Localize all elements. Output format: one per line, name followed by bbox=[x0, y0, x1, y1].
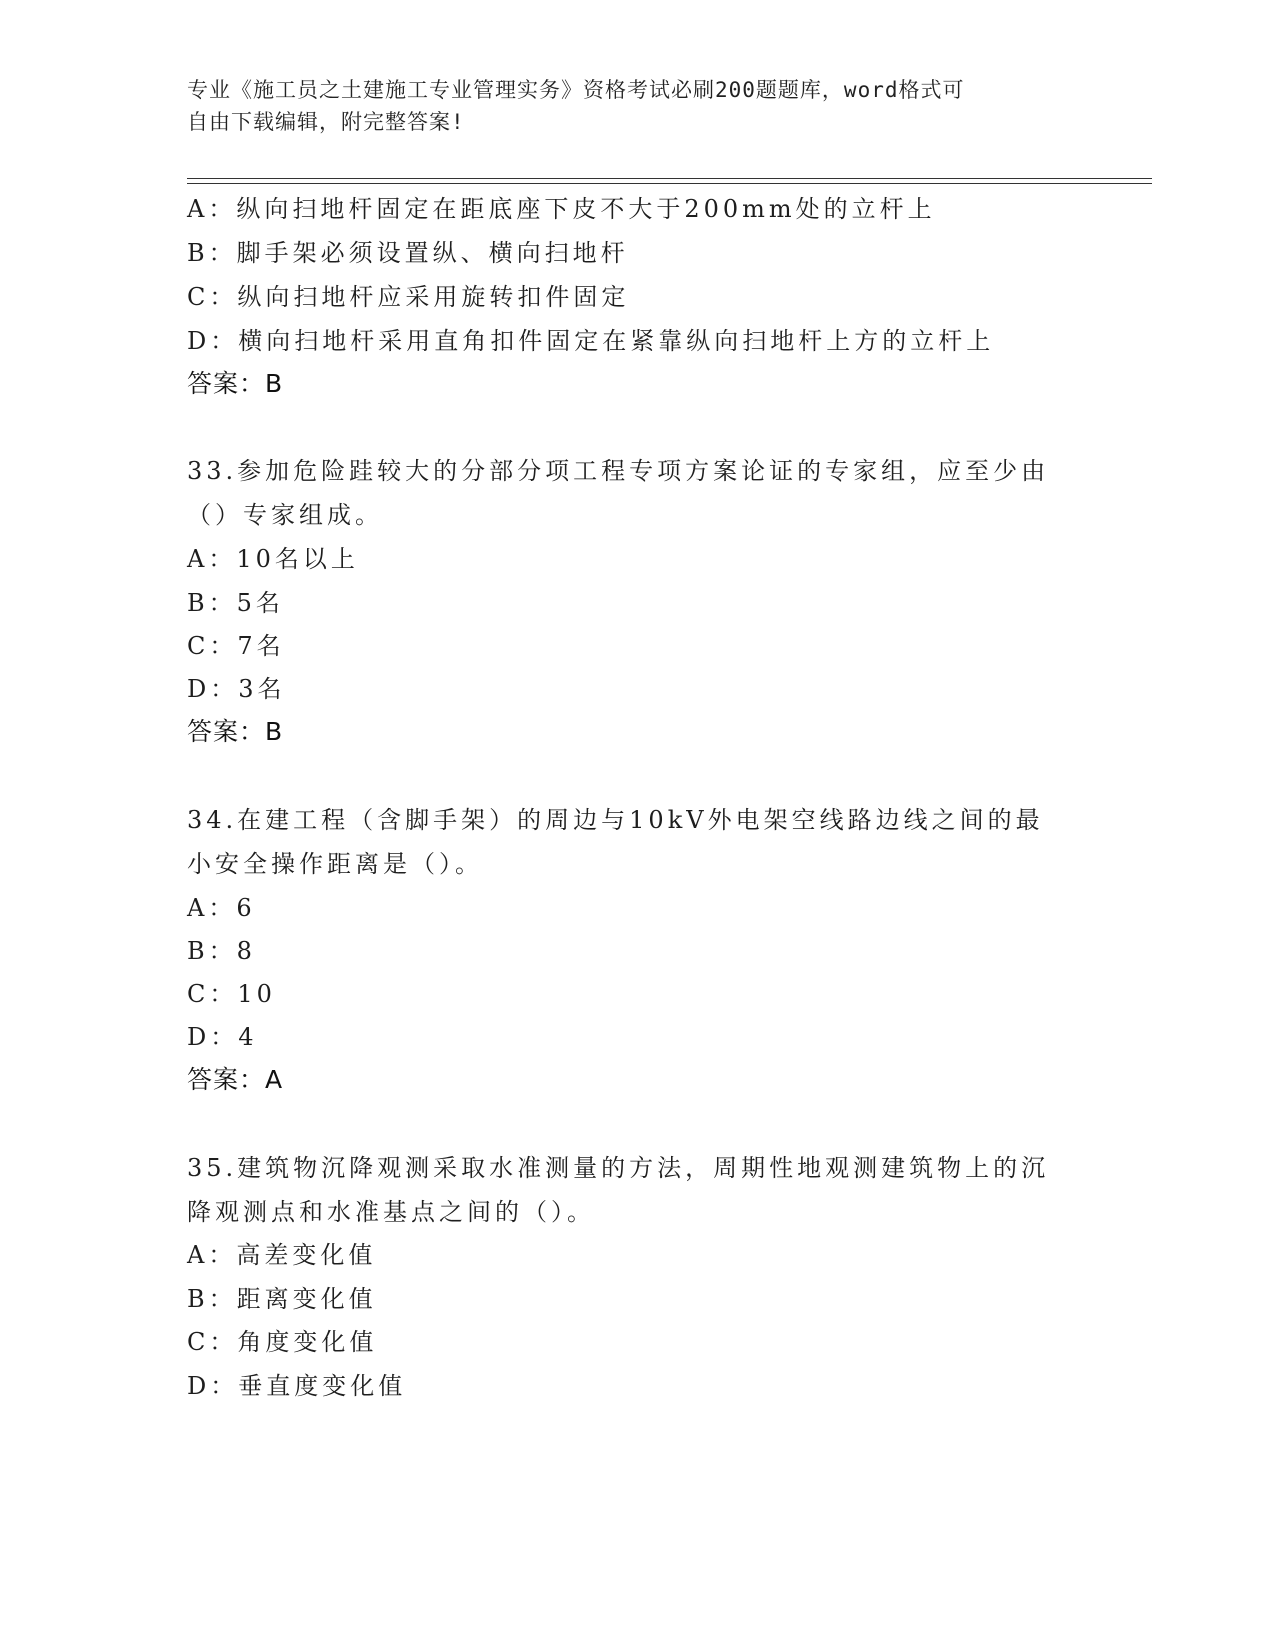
q34-option-a: A：6 bbox=[187, 894, 256, 922]
q35-option-b: B：距离变化值 bbox=[187, 1285, 377, 1313]
q34-answer: 答案：A bbox=[187, 1065, 284, 1094]
q35-option-d: D：垂直度变化值 bbox=[187, 1372, 407, 1400]
q33-option-b: B：5名 bbox=[187, 589, 284, 617]
q32-option-a: A：纵向扫地杆固定在距底座下皮不大于200mm处的立杆上 bbox=[187, 195, 936, 223]
q34-option-c: C：10 bbox=[187, 980, 276, 1008]
q33-answer: 答案：B bbox=[187, 717, 284, 746]
q35-stem-line-1: 35.建筑物沉降观测采取水准测量的方法，周期性地观测建筑物上的沉 bbox=[187, 1154, 1050, 1182]
header-line-1: 专业《施工员之土建施工专业管理实务》资格考试必刷200题题库，word格式可 bbox=[187, 78, 965, 102]
q33-option-c: C：7名 bbox=[187, 632, 285, 660]
q33-stem-line-2: （）专家组成。 bbox=[187, 501, 383, 529]
q35-option-c: C：角度变化值 bbox=[187, 1328, 378, 1356]
q34-option-b: B：8 bbox=[187, 937, 256, 965]
q35-option-a: A：高差变化值 bbox=[187, 1241, 377, 1269]
q33-option-d: D：3名 bbox=[187, 675, 286, 703]
q32-answer: 答案：B bbox=[187, 369, 284, 398]
q34-option-d: D：4 bbox=[187, 1023, 258, 1051]
q34-stem-line-1: 34.在建工程（含脚手架）的周边与10kV外电架空线路边线之间的最 bbox=[187, 806, 1044, 834]
q33-option-a: A：10名以上 bbox=[187, 545, 359, 573]
header-divider-bottom bbox=[187, 183, 1152, 184]
q32-option-c: C：纵向扫地杆应采用旋转扣件固定 bbox=[187, 283, 630, 311]
header-line-2: 自由下载编辑，附完整答案! bbox=[187, 110, 465, 134]
q32-option-d: D：横向扫地杆采用直角扣件固定在紧靠纵向扫地杆上方的立杆上 bbox=[187, 327, 995, 355]
q34-stem-line-2: 小安全操作距离是（）。 bbox=[187, 850, 483, 878]
header-divider-top bbox=[187, 178, 1152, 179]
q32-option-b: B：脚手架必须设置纵、横向扫地杆 bbox=[187, 239, 629, 267]
q33-stem-line-1: 33.参加危险跬较大的分部分项工程专项方案论证的专家组，应至少由 bbox=[187, 457, 1050, 485]
document-header bbox=[187, 74, 1067, 138]
q35-stem-line-2: 降观测点和水准基点之间的（）。 bbox=[187, 1198, 595, 1226]
